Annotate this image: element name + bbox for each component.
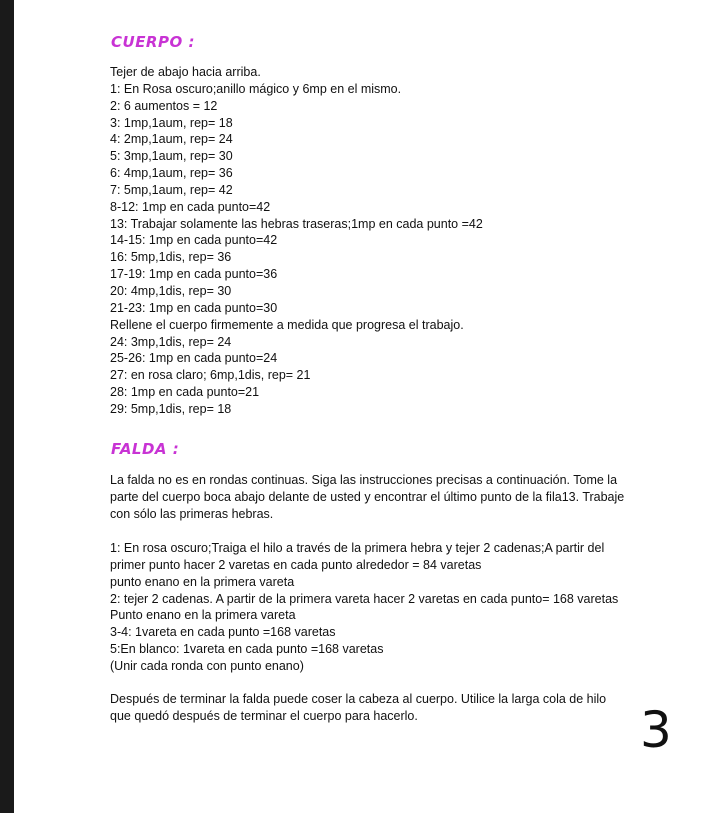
cuerpo-instructions <box>110 64 670 418</box>
instruction-line: 13: Trabajar solamente las hebras traseras;1mp en cada punto =42 <box>110 216 483 231</box>
paragraph-line: parte del cuerpo boca abajo delante de usted y encontrar el último punto de la fila13. Trabaje <box>110 489 625 504</box>
left-edge-shadow <box>0 0 14 813</box>
instruction-line: Tejer de abajo hacia arriba. <box>110 65 261 79</box>
instruction-line: 20: 4mp,1dis, rep= 30 <box>110 283 232 298</box>
instruction-line: 25-26: 1mp en cada punto=24 <box>110 351 278 366</box>
instruction-line: 1: En Rosa oscuro;anillo mágico y 6mp en el mismo. <box>110 81 402 96</box>
instruction-line: 6: 4mp,1aum, rep= 36 <box>110 166 233 181</box>
page-number: 3 <box>640 701 672 759</box>
paragraph-line: que quedó después de terminar el cuerpo para hacerlo. <box>110 708 418 723</box>
instruction-line: punto enano en la primera vareta <box>110 574 295 589</box>
instruction-line: 4: 2mp,1aum, rep= 24 <box>110 132 233 147</box>
instruction-line: (Unir cada ronda con punto enano) <box>110 658 304 673</box>
instruction-line: 16: 5mp,1dis, rep= 36 <box>110 250 232 265</box>
instruction-line: 28: 1mp en cada punto=21 <box>110 385 260 400</box>
instruction-line: 2: 6 aumentos = 12 <box>110 98 218 113</box>
instruction-line: 21-23: 1mp en cada punto=30 <box>110 300 278 315</box>
section-heading-falda: FALDA : <box>111 440 180 458</box>
paragraph-line: La falda no es en rondas continuas. Siga las instrucciones precisas a continuación. Tome la <box>110 473 618 487</box>
instruction-line: 7: 5mp,1aum, rep= 42 <box>110 182 233 197</box>
instruction-line: primer punto hacer 2 varetas en cada punto alrededor = 84 varetas <box>110 557 482 572</box>
instruction-line: 27: en rosa claro; 6mp,1dis, rep= 21 <box>110 368 311 383</box>
paragraph-line: Después de terminar la falda puede coser la cabeza al cuerpo. Utilice la larga cola de hilo <box>110 692 607 706</box>
instruction-line: 2: tejer 2 cadenas. A partir de la primera vareta hacer 2 varetas en cada punto= 168 varetas <box>110 591 619 606</box>
falda-closing-paragraph <box>110 691 650 725</box>
instruction-line: 3: 1mp,1aum, rep= 18 <box>110 115 233 130</box>
instruction-line: 5:En blanco: 1vareta en cada punto =168 varetas <box>110 642 384 657</box>
instruction-line: 29: 5mp,1dis, rep= 18 <box>110 401 232 416</box>
instruction-line: 1: En rosa oscuro;Traiga el hilo a través de la primera hebra y tejer 2 cadenas;A partir del <box>110 541 605 555</box>
instruction-line: Punto enano en la primera vareta <box>110 608 296 623</box>
instruction-line: 17-19: 1mp en cada punto=36 <box>110 267 278 282</box>
instruction-line: 5: 3mp,1aum, rep= 30 <box>110 149 233 164</box>
instruction-line: 3-4: 1vareta en cada punto =168 varetas <box>110 625 336 640</box>
falda-intro-paragraph <box>110 472 650 523</box>
instruction-line: Rellene el cuerpo firmemente a medida que progresa el trabajo. <box>110 317 464 332</box>
paragraph-line: con sólo las primeras hebras. <box>110 506 274 521</box>
section-heading-cuerpo: CUERPO : <box>111 33 195 51</box>
document-page <box>14 0 720 813</box>
instruction-line: 8-12: 1mp en cada punto=42 <box>110 199 271 214</box>
instruction-line: 14-15: 1mp en cada punto=42 <box>110 233 278 248</box>
instruction-line: 24: 3mp,1dis, rep= 24 <box>110 334 232 349</box>
falda-rounds <box>110 540 650 675</box>
